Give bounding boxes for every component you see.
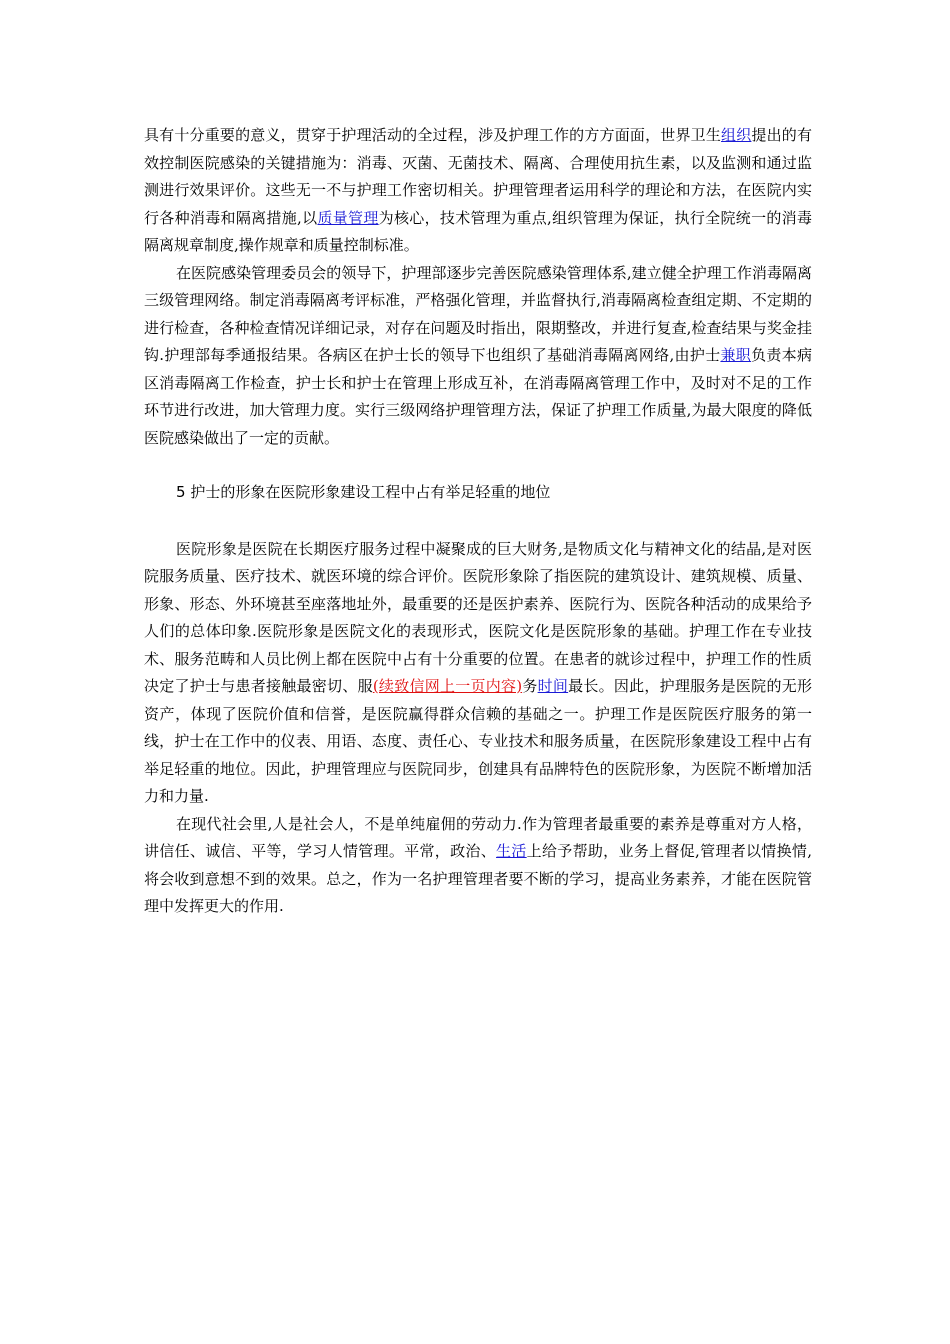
paragraph-text: 具有十分重要的意义，贯穿于护理活动的全过程，涉及护理工作的方方面面，世界卫生 [144,126,722,144]
paragraph-text: 在医院感染管理委员会的领导下，护理部逐步完善医院感染管理体系,建立健全护理工作消毒隔离三级管理网络。制定消毒隔离考评标准，严格强化管理，并监督执行,消毒隔离检查组定期、不定期的进行检查，各种检查情况详细记录，对存在问题及时指出，限期整改，并进行复查,检查结果与奖金挂钩.护理部每季通报结果。各病区在护士长的领导下也组织了基础消毒隔离网络,由护士 [144,263,812,364]
section-title: 护士的形象在医院形象建设工程中占有举足轻重的地位 [185,483,551,501]
link-previous-page-continuation[interactable]: (续致信网上一页内容) [372,677,523,695]
link-organization[interactable]: 组织 [721,126,752,144]
paragraph-text: 负责本病区消毒隔离工作检查，护士长和护士在管理上形成互补，在消毒隔离管理工作中，及时对不足的工作环节进行改进，加大管理力度。实行三级网络护理管理方法，保证了护理工作质量,为最大限度的降低医院感染做出了一定的贡献。 [144,346,812,447]
paragraph-text: 上给予帮助，业务上督促,管理者以情换情,将会收到意想不到的效果。总之，作为一名护理管理者要不断的学习，提高业务素养，才能在医院管理中发挥更大的作用. [144,842,812,915]
paragraph-text: 在现代社会里,人是社会人，不是单纯雇佣的劳动力.作为管理者最重要的素养是尊重对方人格，讲信任、诚信、平等，学习人情管理。平常，政治、 [144,814,812,860]
paragraph-text: 最长。因此，护理服务是医院的无形资产，体现了医院价值和信誉，是医院赢得群众信赖的基础之一。护理工作是医院医疗服务的第一线，护士在工作中的仪表、用语、态度、责任心、专业技术和服务质量，在医院形象建设工程中占有举足轻重的地位。因此，护理管理应与医院同步，创建具有品牌特色的医院形象，为医院不断增加活力和力量. [144,677,812,805]
paragraph-text: 提出的有效控制医院感染的关键措施为：消毒、灭菌、无菌技术、隔离、合理使用抗生素，以及监测和通过监测进行效果评价。这些无一不与护理工作密切相关。护理管理者运用科学的理论和方法，在医院内实行各种消毒和隔离措施,以 [144,126,812,227]
section-number: 5 [176,483,186,501]
link-part-time[interactable]: 兼职 [720,346,752,364]
link-time[interactable]: 时间 [537,677,569,695]
paragraph-human-management [144,811,812,921]
section-heading-5 [144,479,812,507]
paragraph-infection-control [144,122,812,260]
link-quality-management[interactable]: 质量管理 [317,208,379,227]
paragraph-text: 医院形象是医院在长期医疗服务过程中凝聚成的巨大财务,是物质文化与精神文化的结晶,是对医院服务质量、医疗技术、就医环境的综合评价。医院形象除了指医院的建筑设计、建筑规模、质量、形象、形态、外环境甚至座落地址外，最重要的还是医护素养、医院行为、医院各种活动的成果给予人们的总体印象.医院形象是医院文化的表现形式，医院文化是医院形象的基础。护理工作在专业技术、服务范畴和人员比例上都在医院中占有十分重要的位置。在患者的就诊过程中，护理工作的性质决定了护士与患者接触最密切、服 [144,539,812,695]
paragraph-hospital-image [144,536,812,811]
paragraph-isolation-network [144,260,812,453]
link-life[interactable]: 生活 [496,842,527,860]
paragraph-text: 务 [522,677,538,695]
document-body [144,122,812,921]
paragraph-text: 为核心，技术管理为重点,组织管理为保证，执行全院统一的消毒隔离规章制度,操作规章和质量控制标准。 [144,208,812,254]
